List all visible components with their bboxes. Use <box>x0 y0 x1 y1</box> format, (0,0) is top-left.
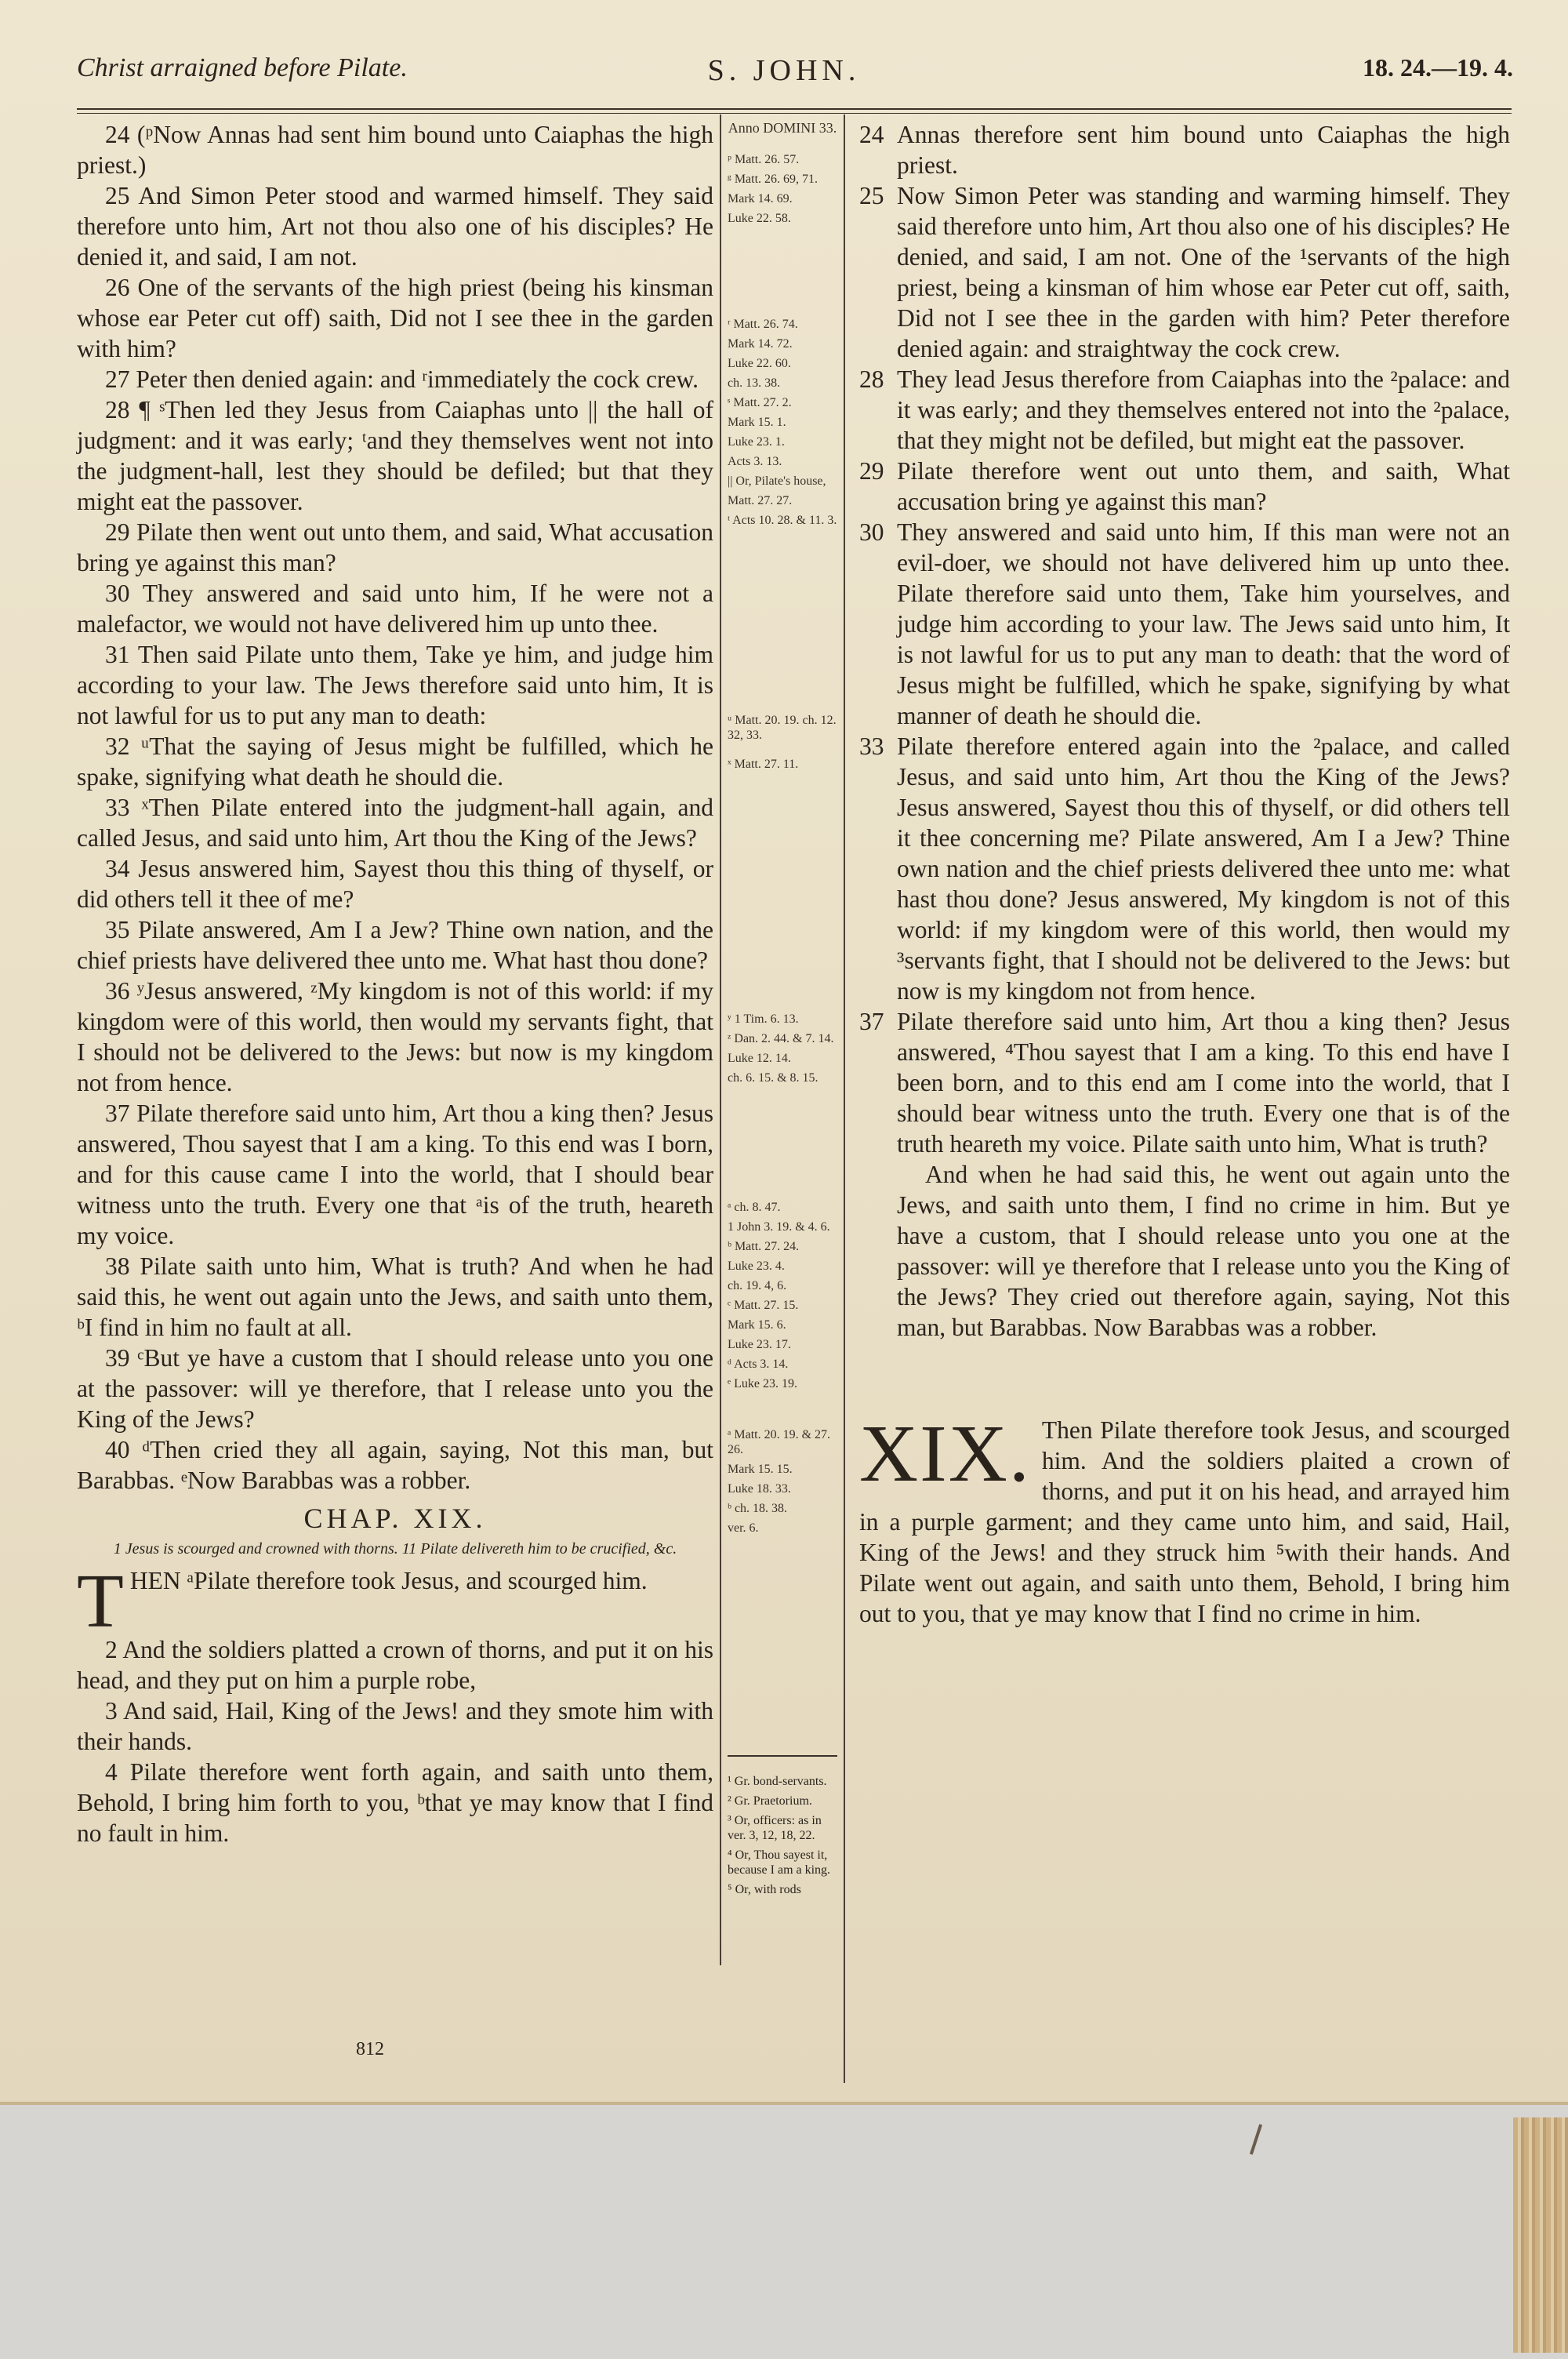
verse-number: 37 <box>859 1008 884 1035</box>
cross-reference: ch. 19. 4, 6. <box>728 1279 787 1292</box>
verse: 25 And Simon Peter stood and warmed himself. They said therefore unto him, Art not thou also one of his disciples? He denied it, and said, I am not. <box>77 182 713 271</box>
cross-reference: ᵇ ch. 18. 38. <box>728 1502 788 1515</box>
verse: 40 ᵈThen cried they all again, saying, Not this man, but Barabbas. ᵉNow Barabbas was a robber. <box>77 1436 713 1494</box>
drop-cap: T <box>77 1559 124 1644</box>
ref-group <box>728 1427 837 1536</box>
verse <box>859 119 1510 180</box>
cross-reference: Luke 22. 60. <box>728 357 791 370</box>
cross-reference: || Or, Pilate's house, <box>728 474 826 488</box>
cross-reference: Mark 14. 72. <box>728 337 793 351</box>
cross-reference: ᵗ Acts 10. 28. & 11. 3. <box>728 514 837 527</box>
verse-text: Pilate therefore went out unto them, and saith, What accusation bring ye against this man? <box>897 457 1510 515</box>
verse: 37 Pilate therefore said unto him, Art thou a king then? Jesus answered, Thou sayest that I am a king. To this end was I born, and for this cause came I into the world, that I should bear witness unto the truth. Every one that ᵃis of the truth, heareth my voice. <box>77 1100 713 1249</box>
cross-reference: ver. 6. <box>728 1521 759 1535</box>
cross-reference: Luke 12. 14. <box>728 1052 791 1065</box>
verse-number: 33 <box>859 732 884 760</box>
book-edge <box>1513 2117 1568 2353</box>
verse-number: 24 <box>859 121 884 148</box>
verse-number: 28 <box>859 365 884 393</box>
cross-reference: Luke 23. 4. <box>728 1259 785 1273</box>
verse: 38 Pilate saith unto him, What is truth? And when he had said this, he went out again unto the Jews, and saith unto them, ᵇI find in him no fault at all. <box>77 1252 713 1341</box>
anno-domini: Anno DOMINI 33. <box>728 120 837 136</box>
header-rule-thin <box>77 113 1512 114</box>
ref-group <box>728 317 837 528</box>
cross-reference: Luke 23. 1. <box>728 435 785 449</box>
footnote: ¹ Gr. bond-servants. <box>728 1775 827 1788</box>
running-head-center: S. JOHN. <box>707 54 861 87</box>
chapter-heading: CHAP. XIX. <box>303 1503 487 1534</box>
verse: 33 ˣThen Pilate entered into the judgment-hall again, and called Jesus, and said unto him, Art thou the King of the Jews? <box>77 794 713 852</box>
verse: 28 ¶ ˢThen led they Jesus from Caiaphas unto || the hall of judgment: and it was early; ᵗand they themselves went not into the judgment-hall, lest they should be defiled; but that they might eat the passover. <box>77 396 713 515</box>
running-head-right: 18. 24.—19. 4. <box>1363 53 1513 82</box>
verse: 27 Peter then denied again: and ʳimmediately the cock crew. <box>105 365 699 393</box>
verse: 29 Pilate then went out unto them, and said, What accusation bring ye against this man? <box>77 518 713 576</box>
verse-text: Annas therefore sent him bound unto Caiaphas the high priest. <box>897 121 1510 179</box>
cross-reference: ch. 6. 15. & 8. 15. <box>728 1071 818 1085</box>
verse-text: They answered and said unto him, If this man were not an evil-doer, we should not have delivered him up unto thee. Pilate therefore said unto them, Take him yourselves, and judge him according to your law. The Jews said unto him, It is not lawful for us to put any man to death: that the word of Jesus might be fulfilled, which he spake, signifying by what manner of death he should die. <box>897 518 1510 729</box>
footnote: ³ Or, officers: as in ver. 3, 12, 18, 22. <box>728 1814 822 1842</box>
verse: 34 Jesus answered him, Sayest thou this thing of thyself, or did others tell it thee of me? <box>77 855 713 913</box>
cross-reference: Mark 15. 6. <box>728 1318 786 1332</box>
verse-text: And when he had said this, he went out again unto the Jews, and saith unto them, I find no crime in him. But ye have a custom, that I should release unto you one at the passover: will ye therefore that I release unto you the King of the Jews? They cried out therefore again, saying, Not this man, but Barabbas. Now Barabbas was a robber. <box>897 1161 1510 1341</box>
verse-text: Now Simon Peter was standing and warming himself. They said therefore unto him, Art thou also one of his disciples? He denied, and said, I am not. One of the ¹servants of the high priest, being a kinsman of him whose ear Peter cut off, saith, Did not I see thee in the garden with him? Peter therefore denied again: and straightway the cock crew. <box>897 182 1510 362</box>
verse <box>859 517 1510 731</box>
rv-chapter-opening <box>859 1408 1510 1629</box>
verse: 24 (ᵖNow Annas had sent him bound unto Caiaphas the high priest.) <box>77 121 713 179</box>
cross-reference: ᵃ Matt. 20. 19. & 27. 26. <box>728 1428 831 1456</box>
cross-reference: Mark 15. 15. <box>728 1463 793 1476</box>
cross-reference: Mark 14. 69. <box>728 192 793 205</box>
verse-number: 25 <box>859 182 884 209</box>
verse <box>859 364 1510 456</box>
cross-reference: Luke 18. 33. <box>728 1482 791 1496</box>
kjv-column <box>77 119 713 1848</box>
cross-reference: ᶻ Dan. 2. 44. & 7. 14. <box>728 1032 834 1045</box>
ref-group <box>728 152 837 226</box>
verse <box>859 1159 1510 1343</box>
rv-column <box>859 119 1510 1629</box>
cross-reference: Acts 3. 13. <box>728 455 782 468</box>
verse: 2 And the soldiers platted a crown of thorns, and put it on his head, and they put on him a purple robe, <box>77 1636 713 1694</box>
verse <box>859 456 1510 517</box>
header-rule <box>77 108 1512 110</box>
footnote: ² Gr. Praetorium. <box>728 1794 812 1808</box>
verse: 35 Pilate answered, Am I a Jew? Thine own nation, and the chief priests have delivered thee unto me. What hast thou done? <box>77 916 713 974</box>
verse: 32 ᵘThat the saying of Jesus might be fulfilled, which he spake, signifying what death he should die. <box>77 732 713 791</box>
ref-group <box>728 713 837 772</box>
verse: 39 ᶜBut ye have a custom that I should release unto you one at the passover: will ye therefore, that I release unto you the King of the Jews? <box>77 1344 713 1433</box>
cross-reference: ᵘ Matt. 20. 19. ch. 12. 32, 33. <box>728 714 837 742</box>
cross-reference: ᵉ Luke 23. 19. <box>728 1377 797 1390</box>
cross-reference: ʸ 1 Tim. 6. 13. <box>728 1012 799 1026</box>
chapter-summary: 1 Jesus is scourged and crowned with thorns. 11 Pilate delivereth him to be crucified, &c. <box>113 1540 677 1558</box>
cross-reference: Matt. 27. 27. <box>728 494 793 507</box>
ref-group <box>728 1012 837 1085</box>
verse <box>859 731 1510 1006</box>
verse <box>859 180 1510 364</box>
verse <box>859 1006 1510 1159</box>
chapter-opening <box>77 1559 713 1644</box>
cross-reference-margin <box>728 119 837 1540</box>
verse: 36 ʸJesus answered, ᶻMy kingdom is not of this world: if my kingdom were of this world, then would my servants fight, that I should not be delivered to the Jews: but now is my kingdom not from hence. <box>77 977 713 1096</box>
cross-reference: ᵍ Matt. 26. 69, 71. <box>728 173 818 186</box>
cross-reference: ˢ Matt. 27. 2. <box>728 396 792 409</box>
cross-reference: Mark 15. 1. <box>728 416 786 429</box>
cross-reference: ᵖ Matt. 26. 57. <box>728 153 800 166</box>
verse: 4 Pilate therefore went forth again, and saith unto them, Behold, I bring him forth to you, ᵇthat ye may know that I find no fault in him. <box>77 1758 713 1847</box>
page-number: 812 <box>356 2039 384 2059</box>
footnote: ⁵ Or, with rods <box>728 1883 801 1896</box>
verse-text: They lead Jesus therefore from Caiaphas into the ²palace: and it was early; and they themselves entered not into the ²palace, that they might not be defiled, but might eat the passover. <box>897 365 1510 454</box>
cross-reference: ᵃ ch. 8. 47. <box>728 1201 781 1214</box>
verse-number: 30 <box>859 518 884 546</box>
verse-text: Then Pilate therefore took Jesus, and scourged him. And the soldiers plaited a crown of thorns, and put it on his head, and arrayed him in a purple garment; and they came unto him, and said, Hail, King of the Jews! and they struck him ⁵with their hands. And Pilate went out again, and saith unto them, Behold, I bring him out to you, that ye may know that I find no crime in him. <box>859 1416 1510 1627</box>
verse: 3 And said, Hail, King of the Jews! and they smote him with their hands. <box>77 1697 713 1755</box>
cross-reference: ch. 13. 38. <box>728 376 781 390</box>
running-head-left: Christ arraigned before Pilate. <box>77 53 408 82</box>
cross-reference: Luke 23. 17. <box>728 1338 791 1351</box>
cross-reference: ᵇ Matt. 27. 24. <box>728 1240 800 1253</box>
cross-reference: ˣ Matt. 27. 11. <box>728 758 799 771</box>
ref-group <box>728 1200 837 1391</box>
footnotes <box>728 1774 837 1902</box>
verse: 31 Then said Pilate unto them, Take ye him, and judge him according to your law. The Jews therefore said unto him, It is not lawful for us to put any man to death: <box>77 641 713 729</box>
cross-reference: Luke 22. 58. <box>728 212 791 225</box>
footnote-rule <box>728 1755 837 1757</box>
column-divider-right <box>844 114 845 2083</box>
cross-reference: ᵈ Acts 3. 14. <box>728 1358 789 1371</box>
verse: 30 They answered and said unto him, If he were not a malefactor, we would not have delivered him up unto thee. <box>77 580 713 638</box>
chapter-numeral: XIX. <box>859 1408 1031 1499</box>
column-divider-left <box>720 114 721 1965</box>
cross-reference: ʳ Matt. 26. 74. <box>728 318 798 331</box>
verse-text: Pilate therefore said unto him, Art thou a king then? Jesus answered, ⁴Thou sayest that I am a king. To this end have I been born, and to this end am I come into the world, that I should bear witness unto the truth. Every one that is of the truth heareth my voice. Pilate saith unto him, What is truth? <box>897 1008 1510 1158</box>
footnote: ⁴ Or, Thou sayest it, because I am a king. <box>728 1848 831 1877</box>
verse: 26 One of the servants of the high priest (being his kinsman whose ear Peter cut off) saith, Did not I see thee in the garden with him? <box>77 274 713 362</box>
verse-text: Pilate therefore entered again into the ²palace, and called Jesus, and said unto him, Art thou the King of the Jews? Jesus answered, Sayest thou this of thyself, or did others tell it thee concerning me? Pilate answered, Am I a Jew? Thine own nation and the chief priests delivered thee unto me: what hast thou done? Jesus answered, My kingdom is not of this world: if my kingdom were of this world, then would my ³servants fight, that I should not be delivered to the Jews: but now is my kingdom not from hence. <box>897 732 1510 1005</box>
background-surface <box>0 2105 1568 2359</box>
verse-number: 29 <box>859 457 884 485</box>
cross-reference: 1 John 3. 19. & 4. 6. <box>728 1220 830 1234</box>
cross-reference: ᶜ Matt. 27. 15. <box>728 1299 799 1312</box>
verse: HEN ᵃPilate therefore took Jesus, and scourged him. <box>129 1567 648 1594</box>
